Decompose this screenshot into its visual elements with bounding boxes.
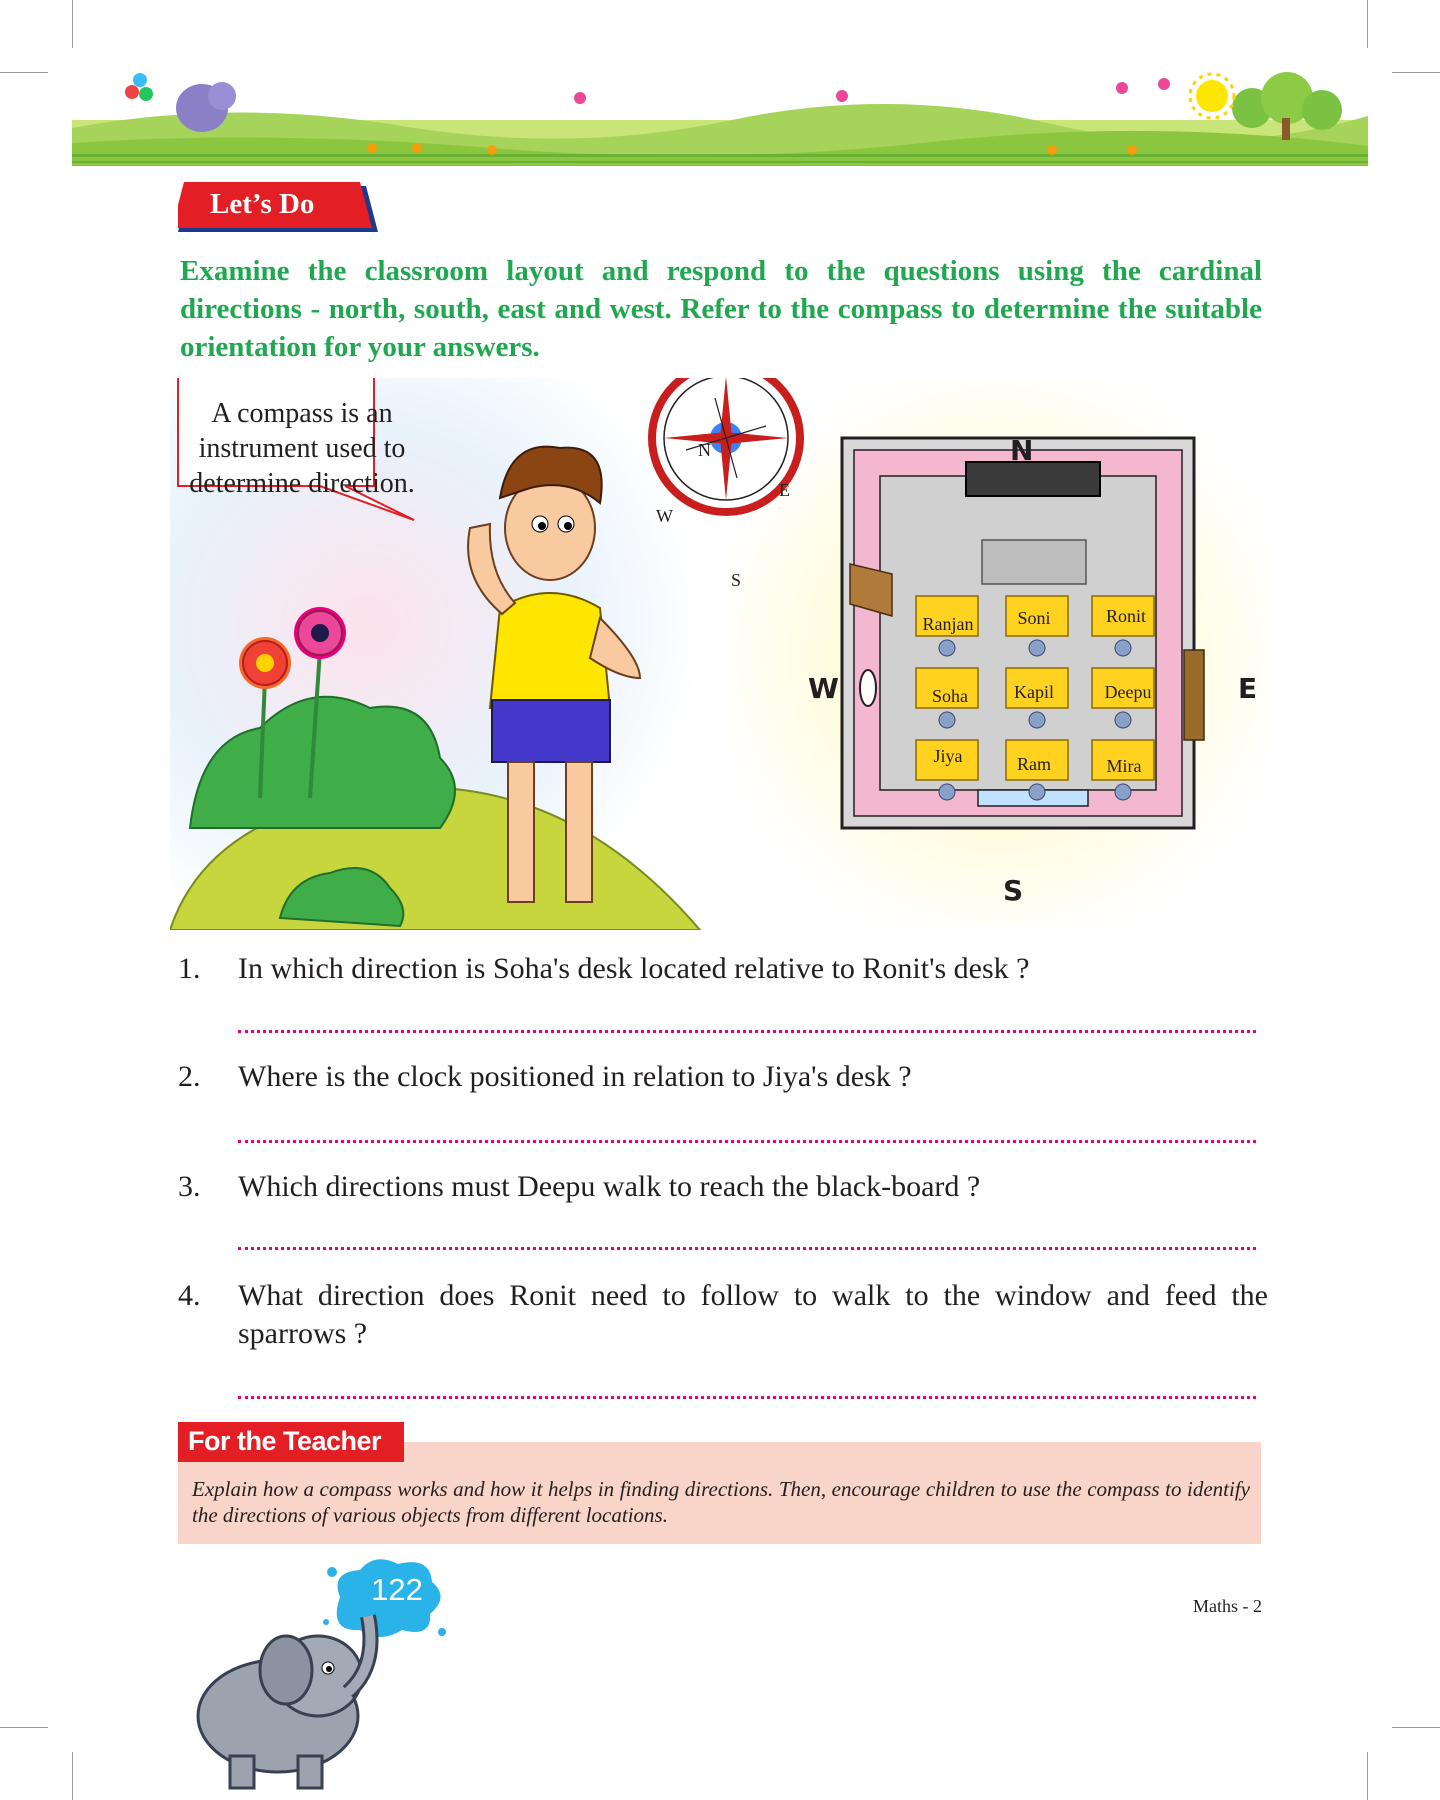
question-text: Where is the clock positioned in relation to Jiya's desk ? (238, 1060, 912, 1093)
elephant-icon (178, 1596, 388, 1796)
crop-mark (72, 1752, 73, 1800)
classroom-south-label: S (1003, 874, 1024, 907)
question-text: In which direction is Soha's desk located relative to Ronit's desk ? (238, 952, 1030, 985)
classroom-west-label: W (808, 672, 839, 705)
desk-label: Deepu (1104, 682, 1152, 702)
crop-mark (0, 72, 48, 73)
question-number: 2. (178, 1060, 201, 1093)
crop-mark (1367, 0, 1368, 48)
compass-west-label: W (656, 506, 673, 526)
crop-mark (1392, 1727, 1440, 1728)
desk-label: Kapil (1014, 682, 1054, 702)
desk-label: Mira (1106, 756, 1142, 776)
crop-mark (0, 1727, 48, 1728)
page-number: 122 (371, 1572, 423, 1607)
desk-label: Ronit (1105, 606, 1146, 626)
desk-label: Soni (1017, 608, 1051, 628)
crop-mark (1392, 72, 1440, 73)
question-text: Which directions must Deepu walk to reach the black-board ? (238, 1170, 981, 1203)
book-title: Maths - 2 (1193, 1596, 1262, 1616)
answer-line[interactable] (238, 1396, 1256, 1399)
question-number: 1. (178, 952, 201, 985)
answer-line[interactable] (238, 1140, 1256, 1143)
desk-label: Ram (1017, 754, 1051, 774)
teacher-label: For the Teacher (188, 1426, 382, 1456)
crop-mark (1367, 1752, 1368, 1800)
meadow-banner (72, 68, 1368, 166)
classroom-north-label: N (1010, 434, 1034, 467)
question-number: 3. (178, 1170, 201, 1203)
answer-line[interactable] (238, 1030, 1256, 1033)
desk-label: Jiya (933, 746, 963, 766)
compass-north-label: N (698, 440, 711, 460)
instruction-text: Examine the classroom layout and respond to the questions using the cardinal directions - north, south, east and west. Refer to the compass to determine the suitable orientation for your answers. (180, 255, 1262, 363)
compass-east-label: E (779, 480, 790, 500)
speech-bubble: A compass is an instrument used to determine direction. (189, 398, 415, 499)
desk-label: Ranjan (922, 614, 974, 634)
lets-do-label: Let’s Do (210, 188, 315, 220)
question-number: 4. (178, 1279, 201, 1312)
desk-label: Soha (932, 686, 968, 706)
compass-south-label: S (731, 570, 742, 590)
classroom-east-label: E (1238, 672, 1258, 705)
teacher-note: Explain how a compass works and how it helps in finding directions. Then, encourage children to use the compass to identify the directions of various objects from different locations. (192, 1477, 1250, 1527)
question-text: What direction does Ronit need to follow to walk to the window and feed the sparrows ? (238, 1279, 1268, 1350)
answer-line[interactable] (238, 1247, 1256, 1250)
crop-mark (72, 0, 73, 48)
